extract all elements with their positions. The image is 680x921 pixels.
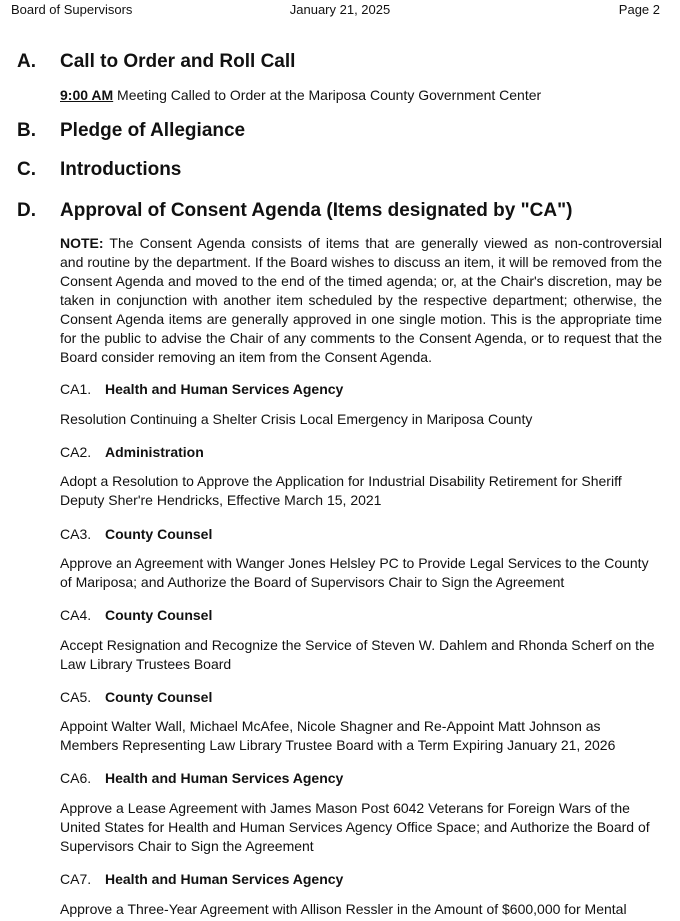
- item-number: CA6.: [60, 770, 92, 786]
- item-description-line: United States for Health and Human Services Agency Office Space; and Authorize the Board of: [60, 819, 650, 835]
- section-title: Introductions: [60, 159, 182, 180]
- item-description-line: Approve a Three-Year Agreement with Allison Ressler in the Amount of $600,000 for Mental: [60, 901, 627, 917]
- section-letter: A.: [17, 51, 36, 72]
- consent-agenda-note: [60, 234, 662, 367]
- item-description-line: Approve an Agreement with Wanger Jones Helsley PC to Provide Legal Services to the County: [60, 555, 649, 571]
- item-description-line: Appoint Walter Wall, Michael McAfee, Nicole Shagner and Re-Appoint Matt Johnson as: [60, 718, 601, 734]
- item-description-line: Deputy Sher're Hendricks, Effective March 15, 2021: [60, 492, 382, 508]
- note-label: NOTE:: [60, 235, 104, 251]
- item-description-line: Accept Resignation and Recognize the Service of Steven W. Dahlem and Rhonda Scherf on the: [60, 637, 655, 653]
- consent-item-header: [60, 380, 343, 399]
- item-description-line: Resolution Continuing a Shelter Crisis Local Emergency in Mariposa County: [60, 411, 533, 427]
- consent-item-header: [60, 606, 212, 625]
- section-title: Call to Order and Roll Call: [60, 51, 296, 72]
- item-number: CA1.: [60, 381, 92, 397]
- section-a-heading: [17, 50, 295, 74]
- section-letter: D.: [17, 200, 36, 221]
- item-number: CA2.: [60, 444, 92, 460]
- item-description-line: Approve a Lease Agreement with James Mason Post 6042 Veterans for Foreign Wars of the: [60, 800, 630, 816]
- consent-item-header: [60, 870, 343, 889]
- item-department: Administration: [105, 444, 204, 460]
- header-board-name: Board of Supervisors: [11, 2, 133, 17]
- section-letter: C.: [17, 159, 36, 180]
- item-number: CA5.: [60, 689, 92, 705]
- call-to-order-text: Meeting Called to Order at the Mariposa County Government Center: [113, 87, 542, 103]
- item-department: Health and Human Services Agency: [105, 871, 344, 887]
- header-date: January 21, 2025: [289, 2, 391, 17]
- item-description-line: Supervisors Chair to Sign the Agreement: [60, 838, 314, 854]
- item-department: County Counsel: [105, 689, 213, 705]
- section-c-heading: [17, 158, 181, 182]
- section-b-heading: [17, 119, 245, 143]
- consent-item-header: [60, 443, 204, 462]
- item-department: Health and Human Services Agency: [105, 770, 344, 786]
- section-d-heading: [17, 199, 572, 223]
- note-text: The Consent Agenda consists of items that are generally viewed as non-controversial and routine by the department. If the Board wishes to discuss an item, it will be removed from the Consent Agenda and moved to the end of the timed agenda; or, at the Chair's discretion, may be taken in conjunction with another item scheduled by the respective department; otherwise, the Consent Agenda items are generally approved in one single motion. This is the appropriate time for the public to advise the Chair of any comments to the Consent Agenda, or to request that the Board consider removing an item from the Consent Agenda.: [60, 235, 662, 365]
- meeting-time: 9:00 AM: [60, 87, 114, 103]
- section-letter: B.: [17, 120, 36, 141]
- item-description-line: Members Representing Law Library Trustee Board with a Term Expiring January 21, 2026: [60, 737, 616, 753]
- consent-item-header: [60, 525, 212, 544]
- consent-item-header: [60, 688, 212, 707]
- item-number: CA4.: [60, 607, 92, 623]
- item-number: CA7.: [60, 871, 92, 887]
- item-description-line: of Mariposa; and Authorize the Board of Supervisors Chair to Sign the Agreement: [60, 574, 565, 590]
- header-page-number: Page 2: [618, 2, 660, 17]
- item-department: Health and Human Services Agency: [105, 381, 344, 397]
- item-number: CA3.: [60, 526, 92, 542]
- call-to-order-line: [60, 86, 660, 105]
- section-title: Pledge of Allegiance: [60, 120, 246, 141]
- consent-item-header: [60, 769, 343, 788]
- item-department: County Counsel: [105, 607, 213, 623]
- section-title: Approval of Consent Agenda (Items designated by "CA"): [60, 200, 573, 221]
- item-description-line: Law Library Trustees Board: [60, 656, 232, 672]
- item-description-line: Adopt a Resolution to Approve the Application for Industrial Disability Retirement for Sheriff: [60, 473, 622, 489]
- item-department: County Counsel: [105, 526, 213, 542]
